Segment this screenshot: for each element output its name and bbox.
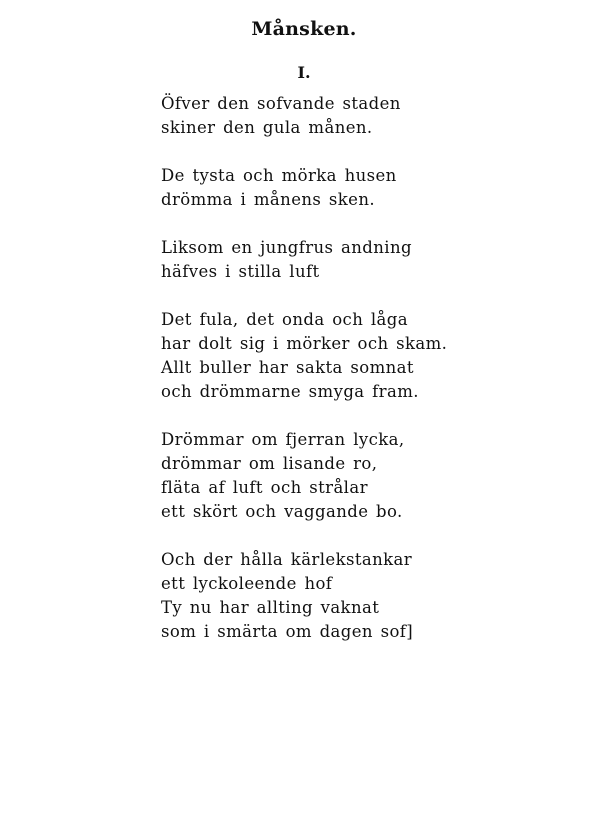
poem-line: drömmar om lisande ro,: [161, 454, 378, 473]
poem-line: Liksom en jungfrus andning: [161, 238, 412, 257]
poem-line: ett lyckoleende hof: [161, 574, 333, 593]
poem-line: Det fula, det onda och låga: [161, 310, 408, 329]
stanza: [161, 164, 581, 212]
poem-body: [161, 92, 581, 668]
poem-line: drömma i månens sken.: [161, 190, 375, 209]
poem-title: Månsken.: [251, 18, 357, 40]
poem-line: fläta af luft och strålar: [161, 478, 368, 497]
poem-line: har dolt sig i mörker och skam.: [161, 334, 448, 353]
poem-line: ett skört och vaggande bo.: [161, 502, 403, 521]
poem-line: häfves i stilla luft: [161, 262, 320, 281]
poem-line: som i smärta om dagen sof]: [161, 622, 414, 641]
stanza: [161, 236, 581, 284]
poem-line: Allt buller har sakta somnat: [161, 358, 414, 377]
poem-line: Öfver den sofvande staden: [161, 94, 401, 113]
poem-line: Och der hålla kärlekstankar: [161, 550, 413, 569]
poem-line: och drömmarne smyga fram.: [161, 382, 419, 401]
stanza: [161, 308, 581, 404]
stanza: [161, 428, 581, 524]
poem-line: Drömmar om fjerran lycka,: [161, 430, 405, 449]
poem-line: skiner den gula månen.: [161, 118, 373, 137]
poem-line: De tysta och mörka husen: [161, 166, 397, 185]
stanza: [161, 92, 581, 140]
section-numeral: I.: [297, 63, 311, 82]
stanza: [161, 548, 581, 644]
poem-line: Ty nu har allting vaknat: [161, 598, 380, 617]
